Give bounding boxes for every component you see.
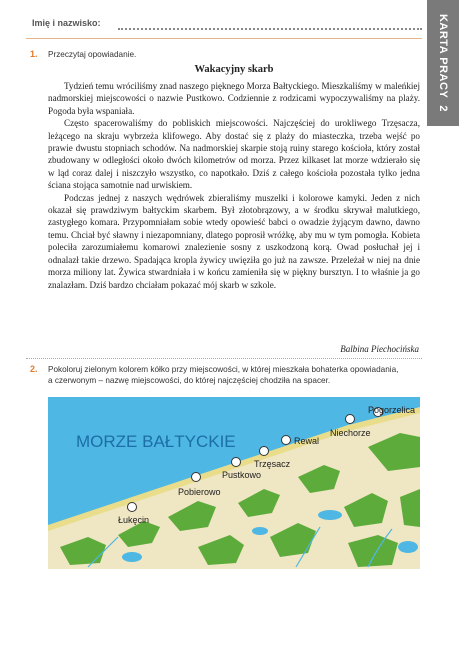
- coast-map: [48, 397, 420, 569]
- task-1-instruction: Przeczytaj opowiadanie.: [48, 50, 137, 59]
- town-circle[interactable]: [232, 458, 241, 467]
- town-label[interactable]: Pogorzelica: [368, 405, 416, 415]
- worksheet-tab-label: KARTA PRACY 2: [437, 13, 449, 113]
- town-circle[interactable]: [128, 503, 137, 512]
- town-label[interactable]: Pustkowo: [222, 470, 262, 480]
- story-paragraph-3: Podczas jednej z naszych wędrówek zbieraliśmy muszelki i kolorowe kamyki. Jeden z nich okazał się prawdziwym bałtyckim skarbem. Był złotobrązowy, a w środku skrywał malutkiego, zastygłego komara. Przypomniałam sobie wtedy opowieść babci o owadzie żyjącym dawno, dawno temu. Chciał być sławny i niezapomniany, dlatego poprosił wróżkę, aby mu w tym pomogła. Kobieta poleciła zarozumiałemu komarowi znalezienie sosny z uszkodzoną korą. Owad posłuchał jej i odnalazł takie drzewo. Spadająca kropla żywicy uwięziła go już na zawsze. Przeleżał w niej na dnie morza miliony lat. Żywica stwardniała i w końcu zamieniła się w piękny bursztyn. I to właśnie ja go znalazłam. Dziś bardzo chciałam pokazać mój skarb w szkole.: [48, 192, 420, 290]
- town-circle[interactable]: [346, 415, 355, 424]
- section-divider: [26, 358, 422, 359]
- town-label[interactable]: Niechorze: [330, 428, 371, 438]
- story-title: Wakacyjny skarb: [194, 64, 274, 75]
- task-2-number: 2.: [30, 364, 38, 374]
- name-label: Imię i nazwisko:: [32, 18, 101, 28]
- name-field-row: [26, 8, 422, 39]
- coast-map-svg: [48, 397, 420, 569]
- story-author: Balbina Piechocińska: [340, 344, 419, 354]
- name-input-line[interactable]: [118, 16, 422, 30]
- task-2-instruction-line-1: Pokoloruj zielonym kolorem kółko przy miejscowości, w której mieszkała bohaterka opowiadania,: [48, 365, 399, 374]
- town-label[interactable]: Pobierowo: [178, 487, 221, 497]
- worksheet-tab: [427, 0, 459, 126]
- town-label[interactable]: Rewal: [294, 436, 320, 446]
- town-circle[interactable]: [282, 436, 291, 445]
- story-paragraph-1: Tydzień temu wróciliśmy znad naszego pięknego Morza Bałtyckiego. Mieszkaliśmy w maleńkiej nadmorskiej miejscowości o nazwie Pustkowo. Codziennie z rodzicami wypoczywaliśmy na plaży. Pogoda była wspaniała.: [48, 81, 420, 116]
- town-pogorzelica[interactable]: [368, 405, 415, 417]
- town-circle[interactable]: [260, 447, 269, 456]
- sea-label: MORZE BAŁTYCKIE: [76, 432, 236, 451]
- task-1-number: 1.: [30, 49, 38, 59]
- story-text: [48, 80, 420, 291]
- town-label[interactable]: Łukęcin: [118, 515, 150, 525]
- town-rewal[interactable]: [282, 436, 320, 447]
- task-2-instruction-line-2: a czerwonym – nazwę miejscowości, do której najczęściej chodziła na spacer.: [48, 376, 331, 385]
- town-label[interactable]: Trzęsacz: [254, 459, 291, 469]
- town-circle[interactable]: [192, 473, 201, 482]
- story-paragraph-2: Często spacerowaliśmy do pobliskich miejscowości. Najczęściej do urokliwego Trzęsacza, leżącego na skraju wybrzeża klifowego. Aby dostać się z plaży do miasteczka, trzeba wejść po prawie dwustu stopniach schodów. Na nadmorskiej skarpie stoją ruiny starego kościoła, który został zbudowany w odległości około dwóch kilometrów od morza. Przez kilkaset lat morze wdzierało się w ląd coraz dalej i niszczyło wszystko, co napotkało. Dziś z całego kościoła pozostała tylko jedna ściana stojąca samotnie nad urwiskiem.: [48, 118, 420, 191]
